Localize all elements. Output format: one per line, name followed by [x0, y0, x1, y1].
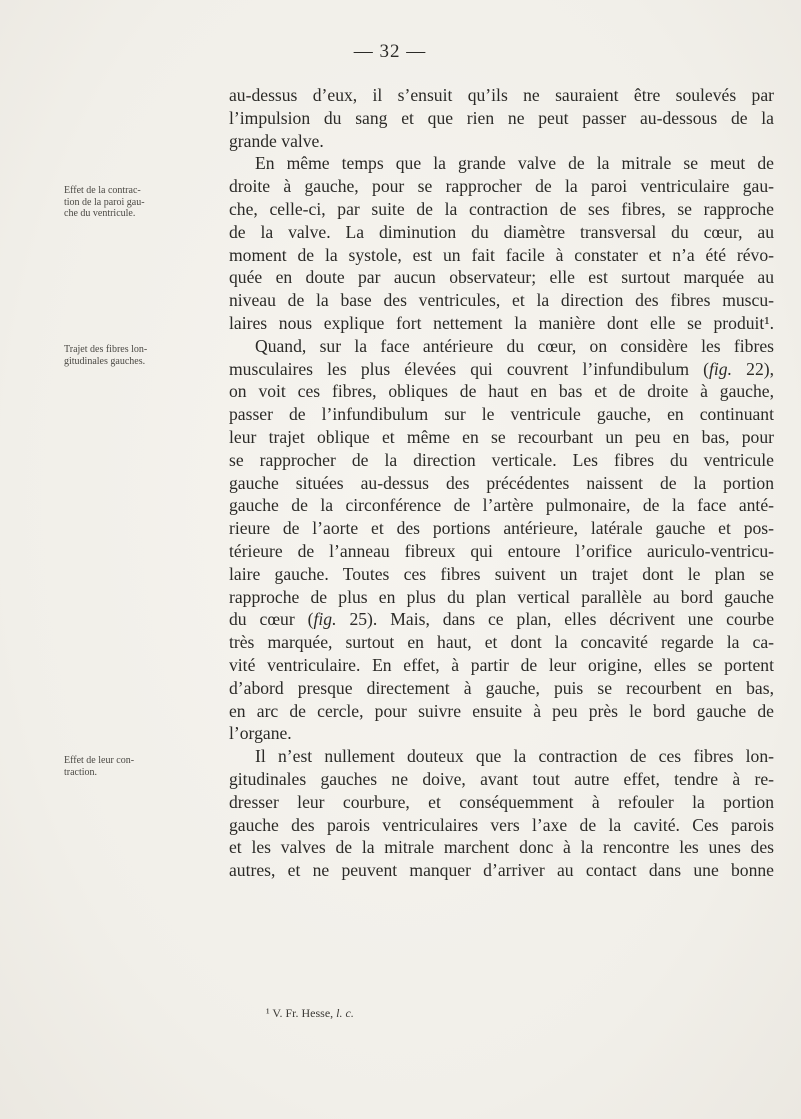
text-line: gauche de la circonférence de l’artère pulmonaire, de la face anté-	[229, 495, 774, 516]
text-line: passer de l’infundibulum sur le ventricule gauche, en continuant	[229, 404, 774, 425]
text-line: gitudinales gauches ne doive, avant tout autre effet, tendre à re-	[229, 768, 774, 789]
sidenote-line: Effet de leur con-	[64, 755, 135, 766]
text-line: au-dessus d’eux, il s’ensuit qu’ils ne sauraient être soulevés par	[229, 85, 774, 105]
sidenote-line: Trajet des fibres lon-	[64, 344, 148, 355]
text-line: Quand, sur la face antérieure du cœur, on considère les fibres	[255, 335, 774, 356]
footnote: ¹ V. Fr. Hesse, l. c.	[266, 1006, 354, 1020]
text-line: laires nous explique fort nettement la manière dont elle se produit¹.	[229, 312, 774, 333]
text-line: moment de la systole, est un fait facile à constater et n’a été révo-	[229, 244, 774, 265]
text-line: rapproche de plus en plus du plan vertical parallèle au bord gauche	[229, 586, 774, 607]
text-line: et les valves de la mitrale marchent donc à la rencontre les unes des	[229, 837, 774, 858]
sidenote-effet-contraction	[64, 185, 214, 220]
text-line: quée en doute par aucun observateur; elle est surtout marquée au	[229, 267, 774, 288]
body-text	[229, 84, 774, 882]
page-number: — 32 —	[353, 41, 427, 62]
text-line: se rapprocher de la direction verticale. Les fibres du ventricule	[229, 449, 774, 470]
text-line: autres, et ne peuvent manquer d’arriver au contact dans une bonne	[229, 860, 774, 881]
text-line: de la valve. La diminution du diamètre transversal du cœur, au	[229, 221, 774, 242]
text-line: d’abord presque directement à gauche, puis se recourbent en bas,	[229, 677, 774, 698]
text-line: en arc de cercle, pour suivre ensuite à peu près le bord gauche de	[229, 700, 774, 721]
text-line: musculaires les plus élevées qui couvrent l’infundibulum (fig. 22),	[229, 358, 774, 379]
text-line: che, celle-ci, par suite de la contraction de ses fibres, se rapproche	[229, 198, 774, 219]
text-line: gauche des parois ventriculaires vers l’axe de la cavité. Ces parois	[229, 814, 774, 835]
text-line: l’impulsion du sang et que rien ne peut passer au-dessous de la	[229, 107, 774, 128]
sidenote-line: tion de la paroi gau-	[64, 196, 145, 208]
text-line: Il n’est nullement douteux que la contraction de ces fibres lon-	[255, 746, 774, 767]
text-line: droite à gauche, pour se rapprocher de la paroi ventriculaire gau-	[229, 176, 774, 197]
text-line: on voit ces fibres, obliques de haut en bas et de droite à gauche,	[229, 381, 774, 402]
text-line: très marquée, surtout en haut, et dont la concavité regarde la ca-	[229, 632, 774, 653]
text-line: grande valve.	[229, 130, 324, 151]
text-line: rieure de l’aorte et des portions antérieure, latérale gauche et pos-	[229, 518, 774, 539]
sidenote-trajet-fibres	[64, 344, 214, 367]
text-line: leur trajet oblique et même en se recourbant un peu en bas, pour	[229, 426, 774, 447]
text-line: dresser leur courbure, et conséquemment à refouler la portion	[229, 791, 774, 812]
text-line: vité ventriculaire. En effet, à partir de leur origine, elles se portent	[229, 654, 774, 675]
text-line: gauche situées au-dessus des précédentes naissent de la portion	[229, 472, 774, 493]
text-line: En même temps que la grande valve de la mitrale se meut de	[255, 153, 774, 174]
text-line: laire gauche. Toutes ces fibres suivent un trajet dont le plan se	[229, 563, 774, 584]
text-line: niveau de la base des ventricules, et la direction des fibres muscu-	[229, 290, 774, 311]
sidenote-line: Effet de la contrac-	[64, 185, 141, 196]
text-line: l’organe.	[229, 723, 292, 744]
sidenote-effet-leur-contraction	[64, 755, 214, 778]
sidenote-line: che du ventricule.	[64, 208, 136, 219]
sidenote-line: traction.	[64, 766, 98, 778]
text-line: térieure de l’anneau fibreux qui entoure l’orifice auriculo-ventricu-	[229, 540, 774, 561]
sidenote-line: gitudinales gauches.	[64, 355, 146, 367]
text-line: du cœur (fig. 25). Mais, dans ce plan, elles décrivent une courbe	[229, 609, 774, 630]
